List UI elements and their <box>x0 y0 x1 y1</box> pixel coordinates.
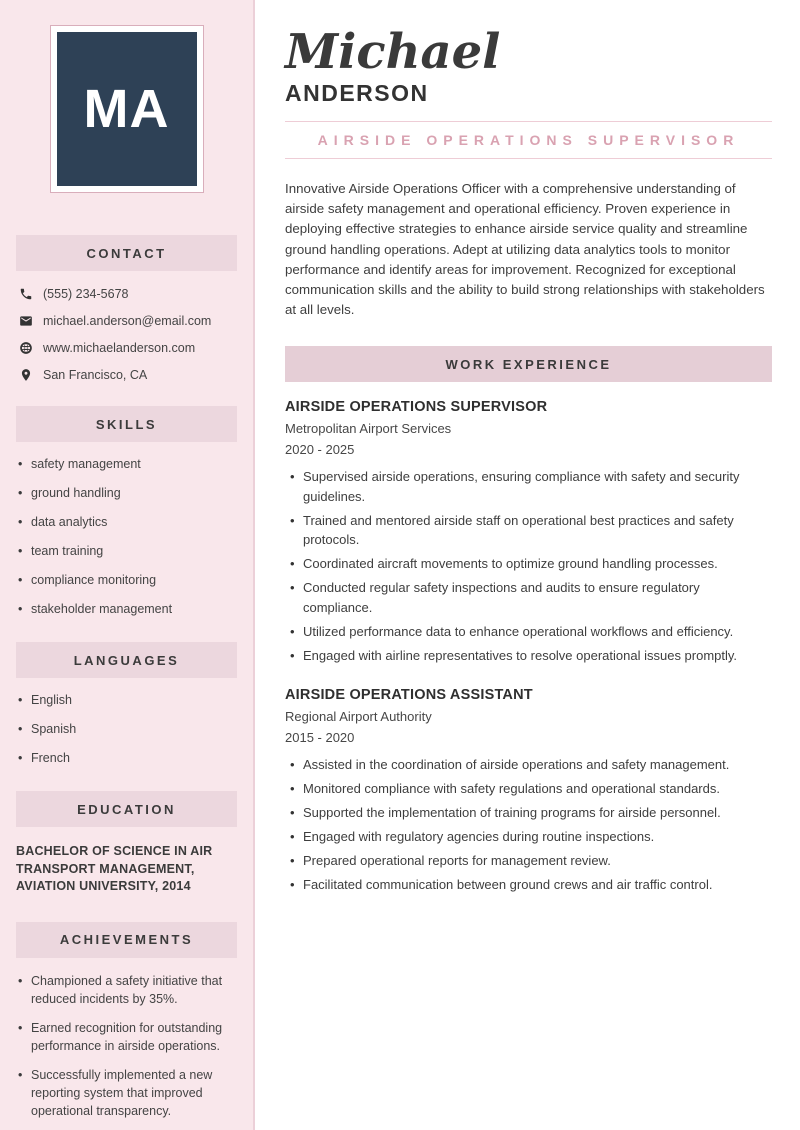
languages-list <box>16 692 237 767</box>
main-column <box>255 0 800 1130</box>
job-entry <box>285 399 772 665</box>
languages-section-heading: LANGUAGES <box>16 642 237 678</box>
job-company: Regional Airport Authority <box>285 709 432 725</box>
first-name: Michael <box>285 24 501 80</box>
achievement-item: • Earned recognition for outstanding performance in airside operations. <box>16 1019 237 1055</box>
job-company: Metropolitan Airport Services <box>285 421 452 437</box>
job-bullet: • Conducted regular safety inspections and audits to ensure regulatory compliance. <box>285 578 772 617</box>
skill-item: • compliance monitoring <box>16 572 237 589</box>
contact-section-heading: CONTACT <box>16 235 237 271</box>
language-item: • Spanish <box>16 721 237 738</box>
avatar <box>50 25 204 193</box>
contact-email-text: michael.anderson@email.com <box>43 314 212 328</box>
skill-item: • safety management <box>16 456 237 473</box>
achievement-item: • Successfully implemented a new reporting system that improved operational transparency. <box>16 1066 237 1120</box>
job-bullet: • Supervised airside operations, ensuring compliance with safety and security guidelines. <box>285 467 772 506</box>
contact-phone-text: (555) 234-5678 <box>43 287 129 301</box>
job-dates: 2015 - 2020 <box>285 730 355 746</box>
job-bullet: • Assisted in the coordination of airside operations and safety management. <box>285 755 772 775</box>
job-bullet: • Supported the implementation of training programs for airside personnel. <box>285 803 772 823</box>
skills-list <box>16 456 237 618</box>
professional-summary: Innovative Airside Operations Officer with a comprehensive understanding of airside safety management and operational efficiency. Proven experience in deploying effective strategies to enhance airside service quality and streamline ground handling operations. Adept at utilizing data analytics tools to monitor performance and identify areas for improvement. Recognized for exceptional communication skills and the ability to build strong relationships with stakeholders at all levels. <box>285 181 765 318</box>
contact-website-text: www.michaelanderson.com <box>43 341 196 355</box>
sidebar <box>0 0 255 1130</box>
job-title: AIRSIDE OPERATIONS SUPERVISOR <box>285 399 548 416</box>
email-icon <box>19 314 33 328</box>
job-dates: 2020 - 2025 <box>285 442 355 458</box>
avatar-monogram-box <box>57 32 197 186</box>
job-bullet: • Prepared operational reports for management review. <box>285 851 772 871</box>
location-icon <box>19 368 33 382</box>
job-bullet: • Engaged with regulatory agencies during routine inspections. <box>285 827 772 847</box>
contact-item-email <box>16 314 237 328</box>
contact-list <box>16 287 237 382</box>
achievements-list <box>16 972 237 1120</box>
achievements-section-heading: ACHIEVEMENTS <box>16 922 237 958</box>
skill-item: • data analytics <box>16 514 237 531</box>
skills-section-heading: SKILLS <box>16 406 237 442</box>
job-bullet-list <box>285 755 772 895</box>
language-item: • French <box>16 750 237 767</box>
contact-item-phone <box>16 287 237 301</box>
job-entry <box>285 687 772 895</box>
last-name: ANDERSON <box>285 80 429 106</box>
job-title: AIRSIDE OPERATIONS ASSISTANT <box>285 687 533 704</box>
avatar-initials: MA <box>83 79 170 139</box>
job-bullet: • Trained and mentored airside staff on operational best practices and safety protocols. <box>285 511 772 550</box>
phone-icon <box>19 287 33 301</box>
education-degree: BACHELOR OF SCIENCE IN AIR TRANSPORT MANAGEMENT, AVIATION UNIVERSITY, 2014 <box>16 844 213 893</box>
job-bullet: • Coordinated aircraft movements to optimize ground handling processes. <box>285 554 772 574</box>
contact-item-website <box>16 341 237 355</box>
job-bullet: • Facilitated communication between ground crews and air traffic control. <box>285 875 772 895</box>
work-experience-heading: WORK EXPERIENCE <box>285 346 772 382</box>
language-item: • English <box>16 692 237 709</box>
job-bullet: • Utilized performance data to enhance operational workflows and efficiency. <box>285 622 772 642</box>
skill-item: • team training <box>16 543 237 560</box>
job-bullet-list <box>285 467 772 665</box>
job-title-banner: AIRSIDE OPERATIONS SUPERVISOR <box>285 121 772 159</box>
job-bullet: • Engaged with airline representatives to resolve operational issues promptly. <box>285 646 772 666</box>
contact-location-text: San Francisco, CA <box>43 368 148 382</box>
globe-icon <box>19 341 33 355</box>
job-bullet: • Monitored compliance with safety regulations and operational standards. <box>285 779 772 799</box>
achievement-item: • Championed a safety initiative that reduced incidents by 35%. <box>16 972 237 1008</box>
contact-item-location <box>16 368 237 382</box>
skill-item: • ground handling <box>16 485 237 502</box>
education-section-heading: EDUCATION <box>16 791 237 827</box>
skill-item: • stakeholder management <box>16 601 237 618</box>
